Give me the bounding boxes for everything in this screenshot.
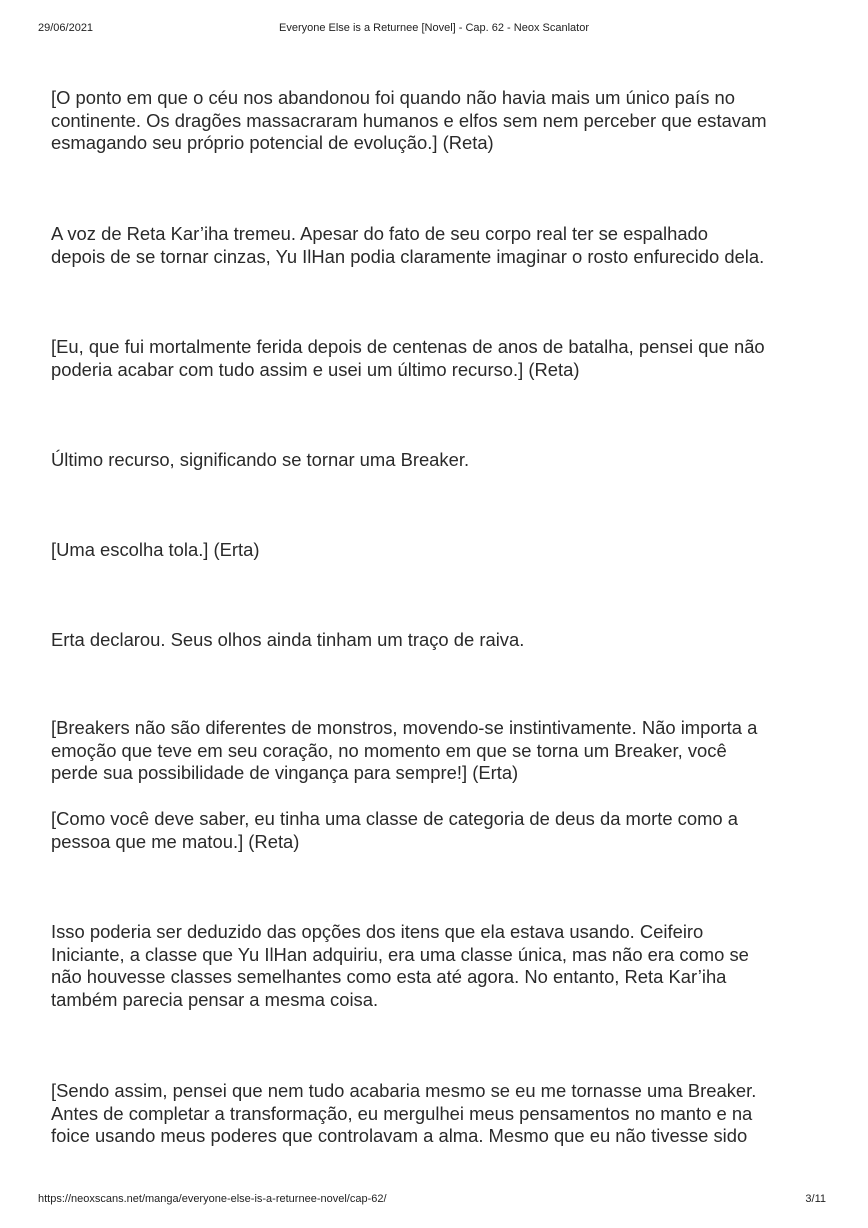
text-line: Antes de completar a transformação, eu mergulhei meus pensamentos no manto e na (51, 1102, 753, 1124)
paragraph-5 (51, 539, 826, 562)
text-line: poderia acabar com tudo assim e usei um último recurso.] (Reta) (51, 358, 580, 380)
text-line: [Sendo assim, pensei que nem tudo acabaria mesmo se eu me tornasse uma Breaker. (51, 1080, 757, 1101)
text-line: Isso poderia ser deduzido das opções dos itens que ela estava usando. Ceifeiro (51, 921, 704, 942)
page-number: 3/11 (805, 1193, 826, 1205)
text-line: pessoa que me matou.] (Reta) (51, 830, 300, 852)
text-line: A voz de Reta Kar’iha tremeu. Apesar do fato de seu corpo real ter se espalhado (51, 223, 709, 244)
footer-url: https://neoxscans.net/manga/everyone-else-is-a-returnee-novel/cap-62/ (38, 1193, 387, 1205)
text-line: emoção que teve em seu coração, no momento em que se torna um Breaker, você (51, 739, 727, 761)
text-line: [Como você deve saber, eu tinha uma classe de categoria de deus da morte como a (51, 808, 738, 829)
text-line: esmagando seu próprio potencial de evolução.] (Reta) (51, 132, 494, 153)
text-line: não houvesse classes semelhantes como esta até agora. No entanto, Reta Kar’iha (51, 966, 727, 987)
paragraph-2 (51, 223, 826, 268)
text-line: Último recurso, significando se tornar uma Breaker. (51, 449, 470, 470)
paragraph-1 (51, 87, 826, 155)
text-line: [Eu, que fui mortalmente ferida depois de centenas de anos de batalha, pensei que não (51, 336, 765, 357)
text-line: [O ponto em que o céu nos abandonou foi quando não havia mais um único país no (51, 87, 736, 108)
paragraph-9 (51, 921, 826, 1011)
text-line: Erta declarou. Seus olhos ainda tinham um traço de raiva. (51, 629, 525, 650)
paragraph-7 (51, 717, 826, 785)
paragraph-8 (51, 808, 826, 853)
page-title: Everyone Else is a Returnee [Novel] - Cap. 62 - Neox Scanlator (279, 22, 589, 34)
text-line: perde sua possibilidade de vingança para sempre!] (Erta) (51, 762, 519, 783)
paragraph-10 (51, 1080, 826, 1148)
text-line: foice usando meus poderes que controlavam a alma. Mesmo que eu não tivesse sido (51, 1125, 748, 1146)
paragraph-4 (51, 449, 826, 472)
print-date: 29/06/2021 (38, 22, 94, 34)
paragraph-6 (51, 629, 826, 652)
text-line: [Uma escolha tola.] (Erta) (51, 539, 260, 560)
text-line: depois de se tornar cinzas, Yu IlHan podia claramente imaginar o rosto enfurecido dela. (51, 245, 765, 267)
text-line: continente. Os dragões massacraram humanos e elfos sem nem perceber que estavam (51, 109, 767, 131)
text-line: também parecia pensar a mesma coisa. (51, 988, 379, 1010)
paragraph-3 (51, 336, 826, 381)
text-line: [Breakers não são diferentes de monstros, movendo-se instintivamente. Não importa a (51, 717, 758, 738)
text-line: Iniciante, a classe que Yu IlHan adquiriu, era uma classe única, mas não era como se (51, 943, 749, 965)
